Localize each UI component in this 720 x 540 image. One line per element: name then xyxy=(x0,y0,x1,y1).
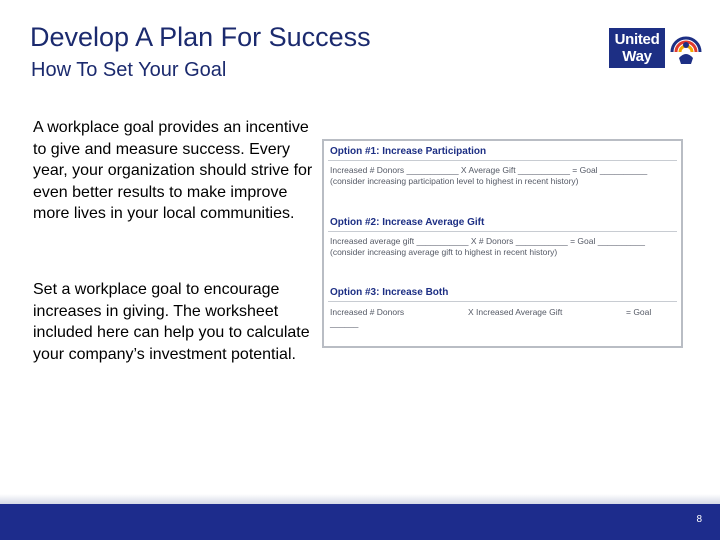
option-1-note: (consider increasing participation level to highest in recent history) xyxy=(330,176,579,186)
logo-wordmark-line2: Way xyxy=(622,48,652,65)
goal-worksheet xyxy=(322,139,683,348)
slide-subtitle: How To Set Your Goal xyxy=(31,59,227,81)
divider xyxy=(328,231,677,232)
option-1-heading: Option #1: Increase Participation xyxy=(330,146,487,157)
logo-wordmark-line1: United xyxy=(614,31,660,48)
option-3-average-gift-label: X Increased Average Gift xyxy=(468,307,563,317)
footer-bar xyxy=(0,504,720,540)
intro-paragraph: A workplace goal provides an incentive to give and measure success. Every year, your organization should strive for even better results to make improve more lives in your local communities. xyxy=(33,119,313,222)
page-number: 8 xyxy=(696,514,702,525)
worksheet-option-2 xyxy=(328,216,677,258)
united-way-logo xyxy=(609,26,703,70)
divider xyxy=(328,301,677,302)
option-2-note: (consider increasing average gift to highest in recent history) xyxy=(330,247,558,257)
option-3-goal-blank: ______ xyxy=(330,318,359,328)
option-3-formula xyxy=(328,307,677,318)
option-2-formula: Increased average gift ___________ X # Donors ___________ = Goal __________ xyxy=(330,236,645,246)
option-1-formula: Increased # Donors ___________ X Average Gift ___________ = Goal __________ xyxy=(330,165,648,175)
option-3-donors-label: Increased # Donors xyxy=(330,307,405,317)
option-3-heading: Option #3: Increase Both xyxy=(330,287,449,298)
worksheet-paragraph: Set a workplace goal to encourage increases in giving. The worksheet included here can help you to calculate your company’s investment potential. xyxy=(33,281,310,363)
footer-gradient xyxy=(0,494,720,504)
worksheet-option-3 xyxy=(328,286,677,329)
worksheet-option-1 xyxy=(328,145,677,187)
divider xyxy=(328,160,677,161)
option-2-heading: Option #2: Increase Average Gift xyxy=(330,217,485,228)
option-3-goal-label: = Goal xyxy=(626,307,652,317)
logo-wordmark xyxy=(609,28,665,68)
slide-title: Develop A Plan For Success xyxy=(30,22,371,52)
united-way-hand-rainbow-icon xyxy=(669,28,703,68)
